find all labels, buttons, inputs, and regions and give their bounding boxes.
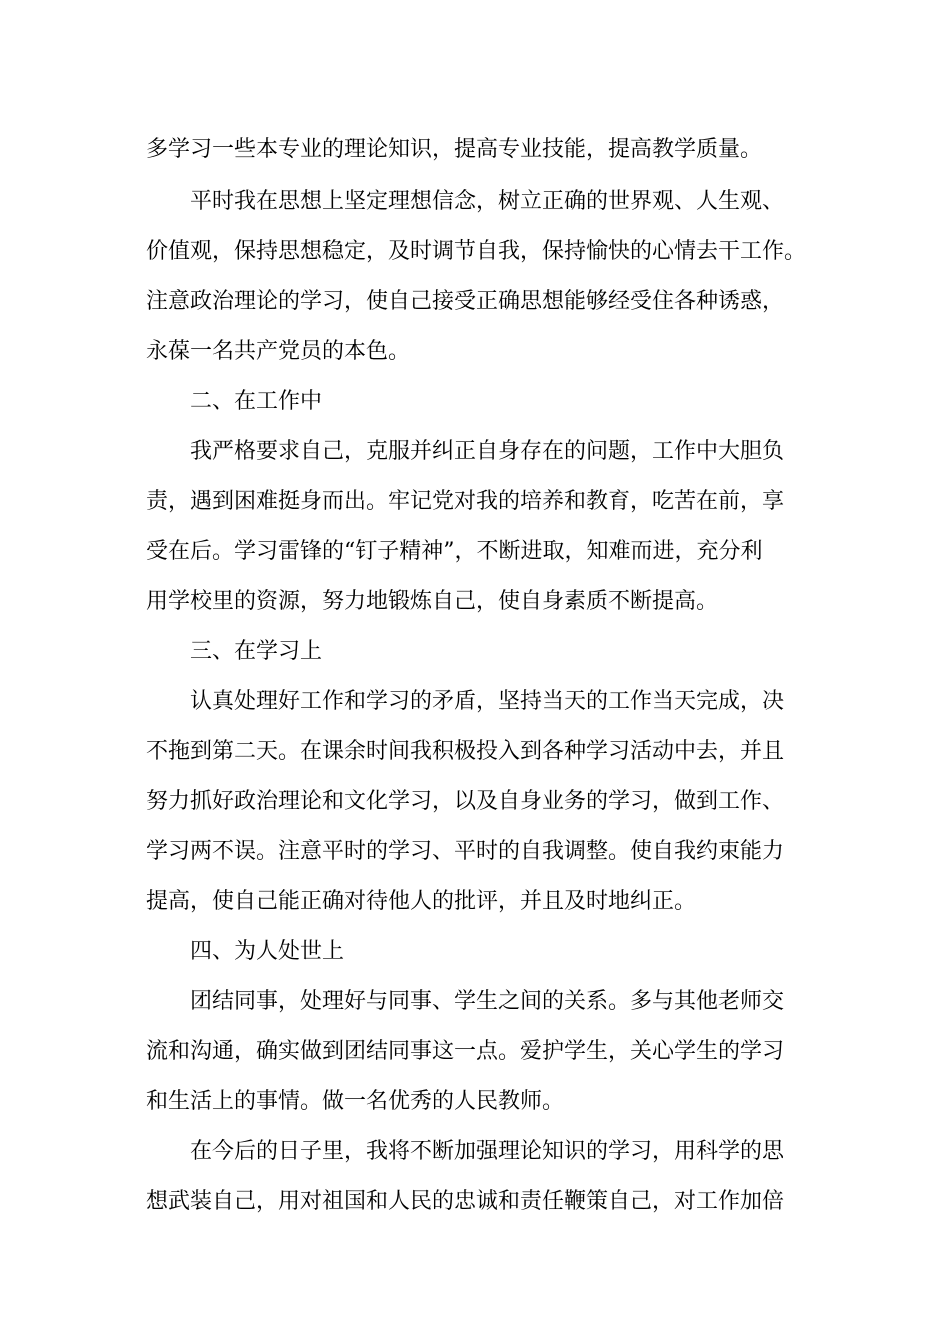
text-line: 提高，使自己能正确对待他人的批评，并且及时地纠正。 — [146, 889, 697, 914]
text-line: 责，遇到困难挺身而出。牢记党对我的培养和教育，吃苦在前，享 — [146, 489, 785, 514]
text-line: 永葆一名共产党员的本色。 — [146, 339, 411, 364]
text-line: 和生活上的事情。做一名优秀的人民教师。 — [146, 1089, 565, 1114]
paragraph-start-line: 团结同事，处理好与同事、学生之间的关系。多与其他老师交 — [190, 989, 785, 1014]
text-line: 学习两不误。注意平时的学习、平时的自我调整。使自我约束能力 — [146, 839, 785, 864]
text-line: 用学校里的资源，努力地锻炼自己，使自身素质不断提高。 — [146, 589, 719, 614]
text-line: 价值观，保持思想稳定，及时调节自我，保持愉快的心情去干工作。 — [146, 239, 807, 264]
paragraph-start-line: 认真处理好工作和学习的矛盾，坚持当天的工作当天完成，决 — [190, 689, 785, 714]
text-line: 多学习一些本专业的理论知识，提高专业技能，提高教学质量。 — [146, 137, 763, 162]
text-line: 受在后。学习雷锋的“钉子精神”，不断进取，知难而进，充分利 — [146, 539, 763, 564]
text-line: 想武装自己，用对祖国和人民的忠诚和责任鞭策自己，对工作加倍 — [146, 1189, 785, 1214]
section-heading-study: 三、在学习上 — [190, 639, 323, 664]
section-heading-conduct: 四、为人处世上 — [190, 939, 345, 964]
paragraph-start-line: 在今后的日子里，我将不断加强理论知识的学习，用科学的思 — [190, 1139, 785, 1164]
text-line: 努力抓好政治理论和文化学习，以及自身业务的学习，做到工作、 — [146, 789, 785, 814]
text-line: 流和沟通，确实做到团结同事这一点。爱护学生，关心学生的学习 — [146, 1039, 785, 1064]
paragraph-start-line: 我严格要求自己，克服并纠正自身存在的问题，工作中大胆负 — [190, 439, 785, 464]
text-line: 注意政治理论的学习，使自己接受正确思想能够经受住各种诱惑， — [146, 289, 785, 314]
text-line: 不拖到第二天。在课余时间我积极投入到各种学习活动中去，并且 — [146, 739, 785, 764]
paragraph-start-line: 平时我在思想上坚定理想信念，树立正确的世界观、人生观、 — [190, 189, 785, 214]
section-heading-work: 二、在工作中 — [190, 389, 323, 414]
